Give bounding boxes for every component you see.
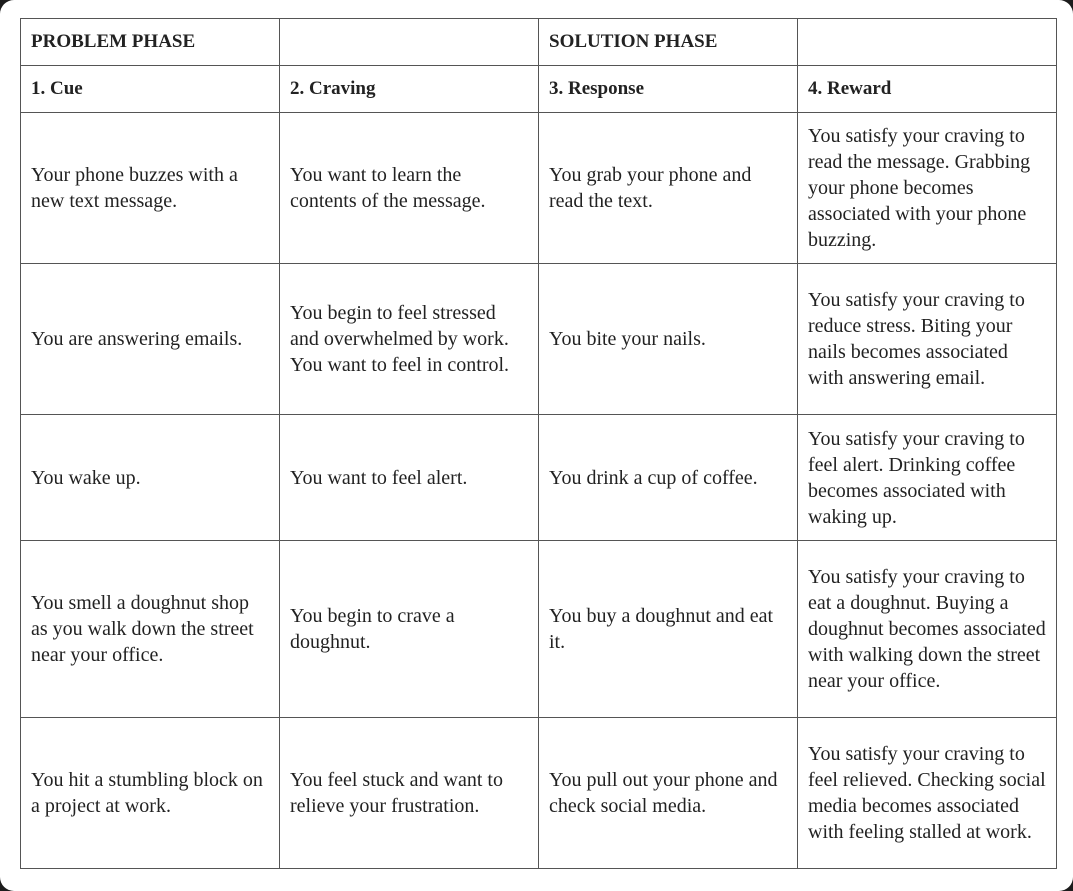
- reward-cell: You satisfy your craving to feel relieved. Checking social media becomes associated with feeling stalled at work.: [798, 718, 1057, 869]
- header-row: [21, 66, 1057, 113]
- cue-cell: You are answering emails.: [21, 264, 280, 415]
- craving-cell: You begin to crave a doughnut.: [280, 541, 539, 718]
- empty-phase-cell: [280, 19, 539, 66]
- table-row: [21, 113, 1057, 264]
- header-craving: 2. Craving: [280, 66, 539, 113]
- craving-cell: You feel stuck and want to relieve your frustration.: [280, 718, 539, 869]
- cue-cell: You hit a stumbling block on a project at work.: [21, 718, 280, 869]
- reward-cell: You satisfy your craving to eat a doughnut. Buying a doughnut becomes associated with walking down the street near your office.: [798, 541, 1057, 718]
- header-cue: 1. Cue: [21, 66, 280, 113]
- craving-cell: You begin to feel stressed and overwhelmed by work. You want to feel in control.: [280, 264, 539, 415]
- cue-cell: Your phone buzzes with a new text message.: [21, 113, 280, 264]
- cue-cell: You smell a doughnut shop as you walk down the street near your office.: [21, 541, 280, 718]
- table-row: [21, 718, 1057, 869]
- cue-cell: You wake up.: [21, 415, 280, 541]
- header-reward: 4. Reward: [798, 66, 1057, 113]
- header-response: 3. Response: [539, 66, 798, 113]
- response-cell: You pull out your phone and check social media.: [539, 718, 798, 869]
- response-cell: You buy a doughnut and eat it.: [539, 541, 798, 718]
- reward-cell: You satisfy your craving to feel alert. Drinking coffee becomes associated with waking up.: [798, 415, 1057, 541]
- table-row: [21, 541, 1057, 718]
- solution-phase-label: SOLUTION PHASE: [539, 19, 798, 66]
- reward-cell: You satisfy your craving to reduce stress. Biting your nails becomes associated with answering email.: [798, 264, 1057, 415]
- habit-loop-table: [20, 18, 1057, 869]
- reward-cell: You satisfy your craving to read the message. Grabbing your phone becomes associated with your phone buzzing.: [798, 113, 1057, 264]
- response-cell: You grab your phone and read the text.: [539, 113, 798, 264]
- response-cell: You drink a cup of coffee.: [539, 415, 798, 541]
- phase-row: [21, 19, 1057, 66]
- table-row: [21, 415, 1057, 541]
- empty-phase-cell: [798, 19, 1057, 66]
- response-cell: You bite your nails.: [539, 264, 798, 415]
- problem-phase-label: PROBLEM PHASE: [21, 19, 280, 66]
- craving-cell: You want to feel alert.: [280, 415, 539, 541]
- craving-cell: You want to learn the contents of the message.: [280, 113, 539, 264]
- table-row: [21, 264, 1057, 415]
